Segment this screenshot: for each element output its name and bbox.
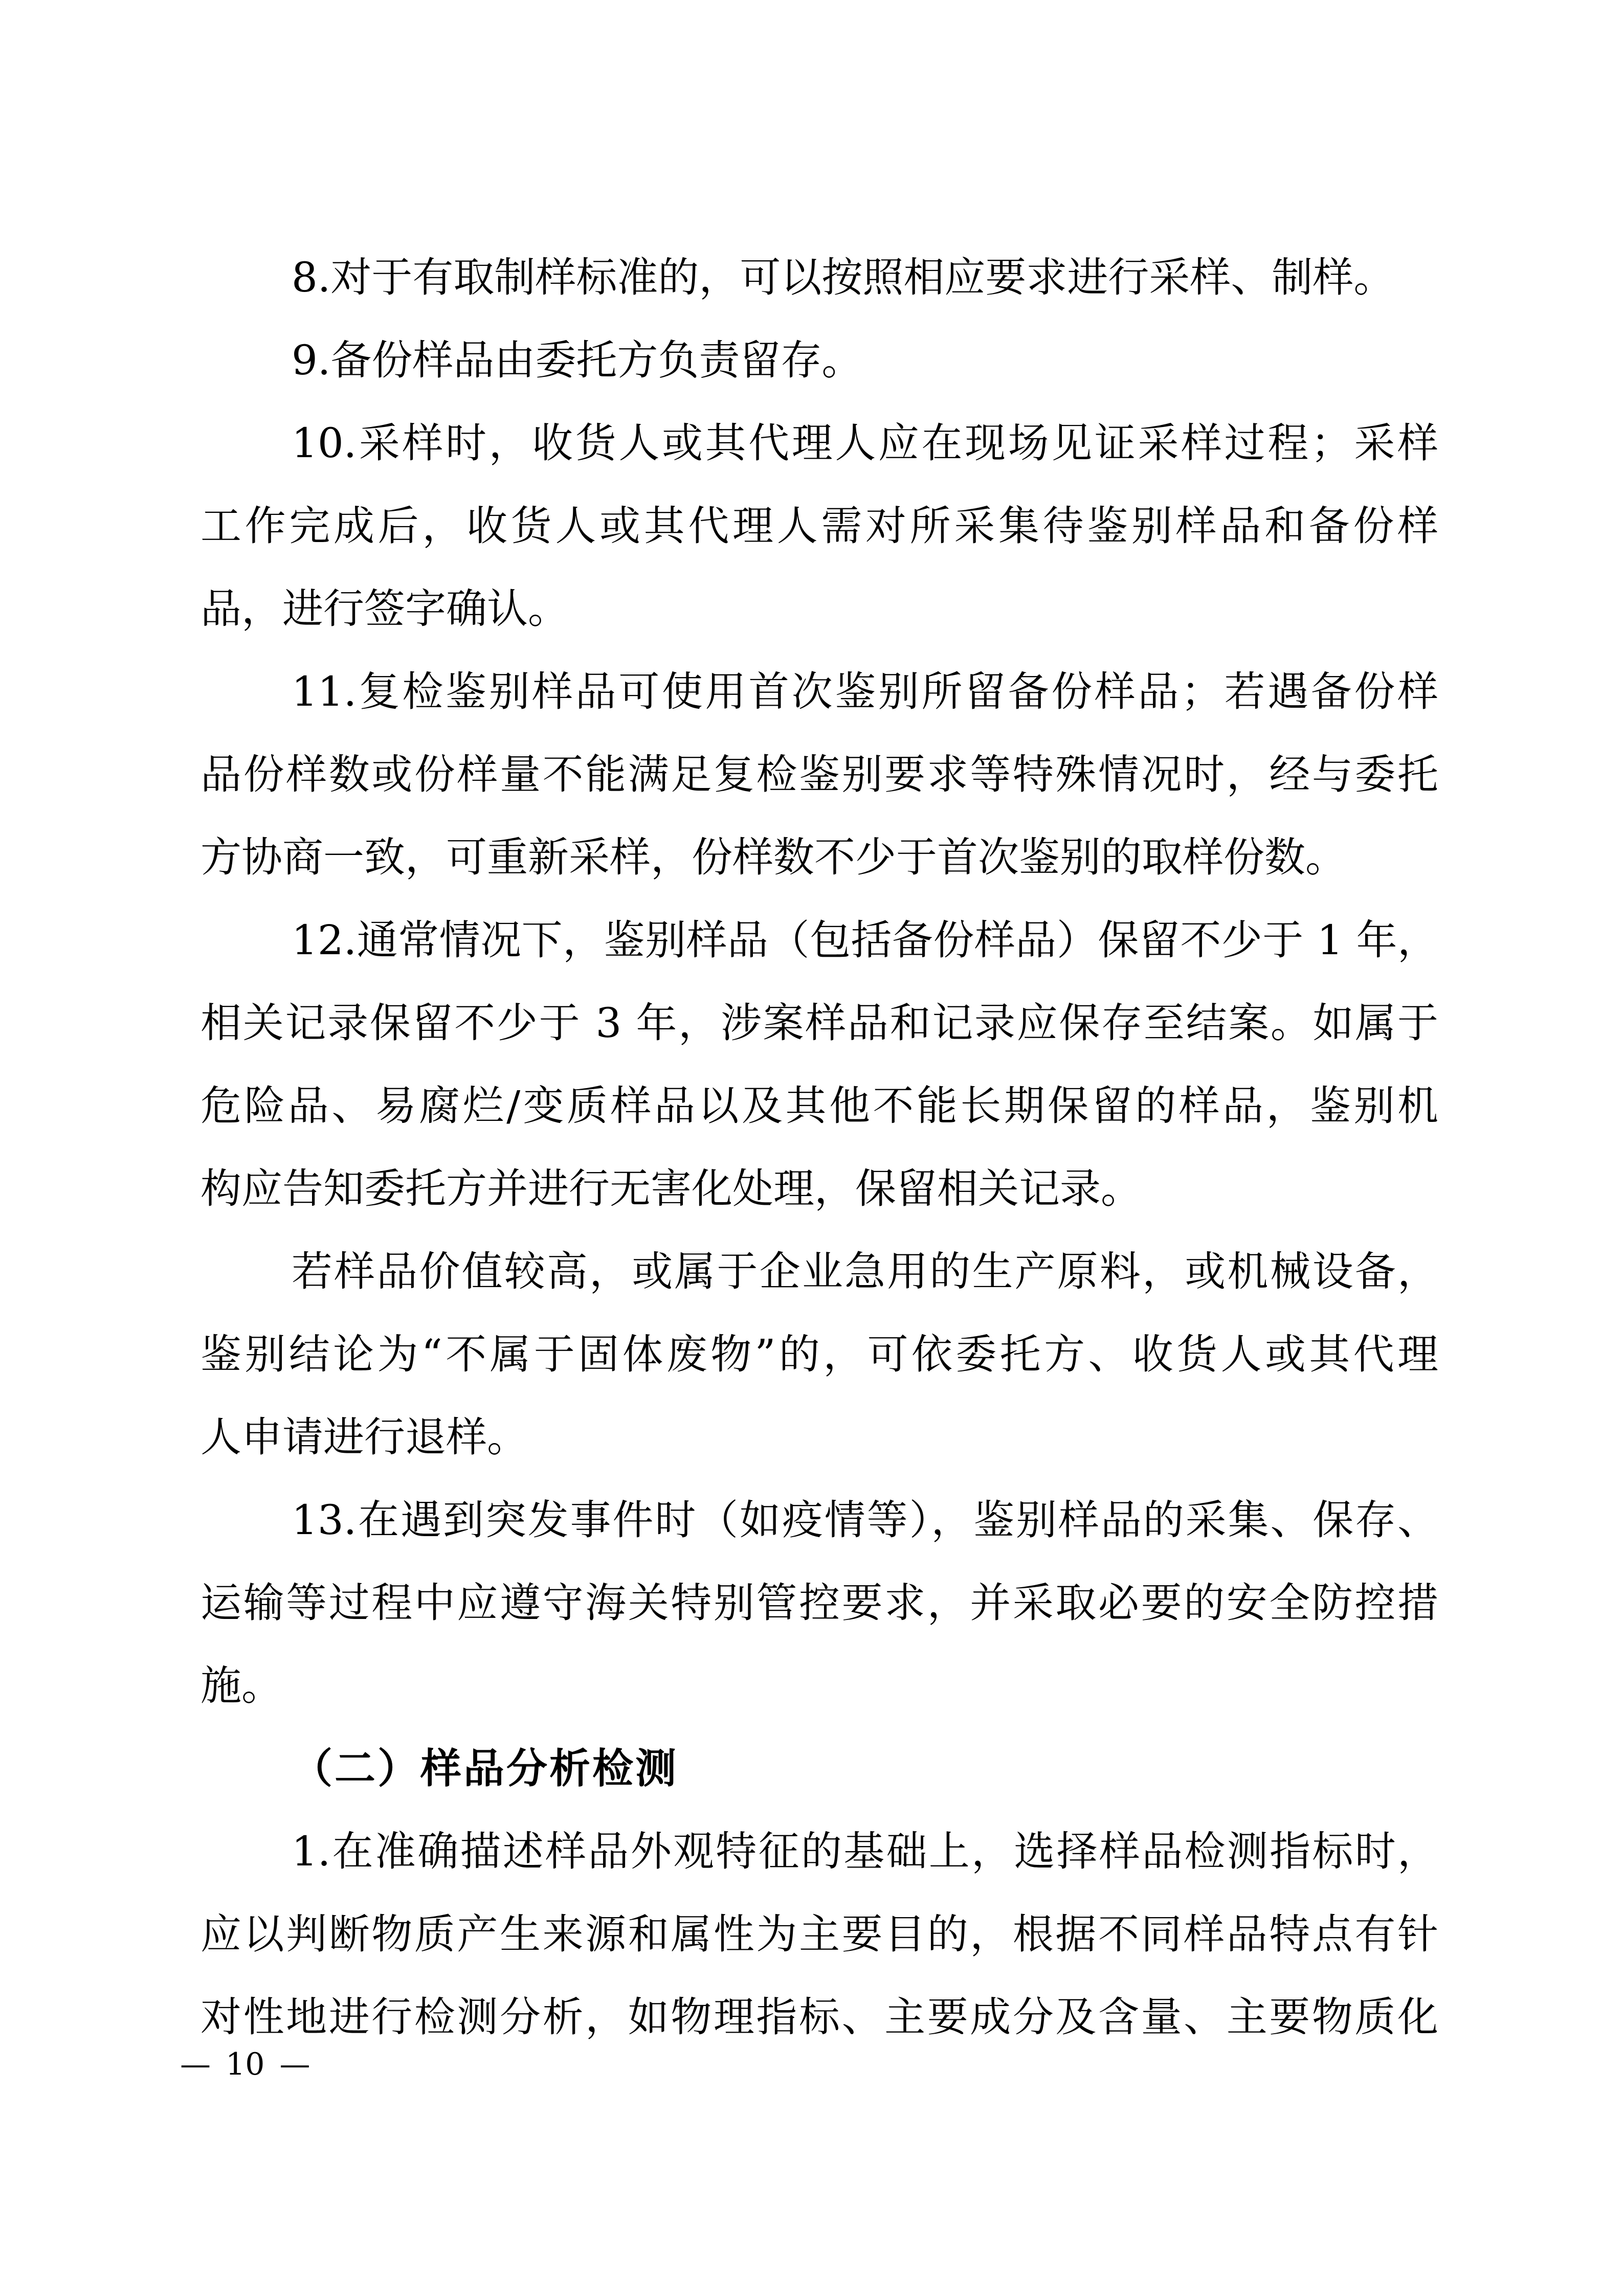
text-line: 对性地进行检测分析，如物理指标、主要成分及含量、主要物质化 [201, 1993, 1438, 2041]
text-line: 12.通常情况下，鉴别样品（包括备份样品）保留不少于 1 年， [292, 916, 1438, 964]
document-body [201, 236, 1438, 2059]
text-line: 若样品价值较高，或属于企业急用的生产原料，或机械设备， [292, 1248, 1438, 1295]
text-line: 工作完成后，收货人或其代理人需对所采集待鉴别样品和备份样 [201, 502, 1438, 550]
text-line: 13.在遇到突发事件时（如疫情等），鉴别样品的采集、保存、 [292, 1496, 1438, 1544]
text-line: 9.备份样品由委托方负责留存。 [292, 336, 863, 384]
section-heading: （二）样品分析检测 [292, 1745, 678, 1792]
text-line: 人申请进行退样。 [201, 1413, 528, 1461]
text-line: 鉴别结论为“不属于固体废物”的，可依委托方、收货人或其代理 [201, 1331, 1438, 1378]
text-line: 品，进行签字确认。 [201, 585, 569, 633]
text-line: 运输等过程中应遵守海关特别管控要求，并采取必要的安全防控措 [201, 1579, 1438, 1627]
text-line: 构应告知委托方并进行无害化处理，保留相关记录。 [201, 1165, 1142, 1212]
page-number: — 10 — [180, 2046, 310, 2082]
text-line: 应以判断物质产生来源和属性为主要目的，根据不同样品特点有针 [201, 1910, 1438, 1958]
text-line: 1.在准确描述样品外观特征的基础上，选择样品检测指标时， [292, 1828, 1438, 1875]
text-line: 8.对于有取制样标准的，可以按照相应要求进行采样、制样。 [292, 254, 1395, 301]
text-line: 危险品、易腐烂/变质样品以及其他不能长期保留的样品，鉴别机 [201, 1082, 1438, 1130]
text-line: 10.采样时，收货人或其代理人应在现场见证采样过程；采样 [292, 419, 1438, 467]
text-line: 品份样数或份样量不能满足复检鉴别要求等特殊情况时，经与委托 [201, 751, 1438, 798]
text-line: 11.复检鉴别样品可使用首次鉴别所留备份样品；若遇备份样 [292, 668, 1438, 715]
text-line: 施。 [201, 1662, 282, 1709]
text-line: 方协商一致，可重新采样，份样数不少于首次鉴别的取样份数。 [201, 834, 1346, 881]
text-line: 相关记录保留不少于 3 年，涉案样品和记录应保存至结案。如属于 [201, 999, 1438, 1047]
